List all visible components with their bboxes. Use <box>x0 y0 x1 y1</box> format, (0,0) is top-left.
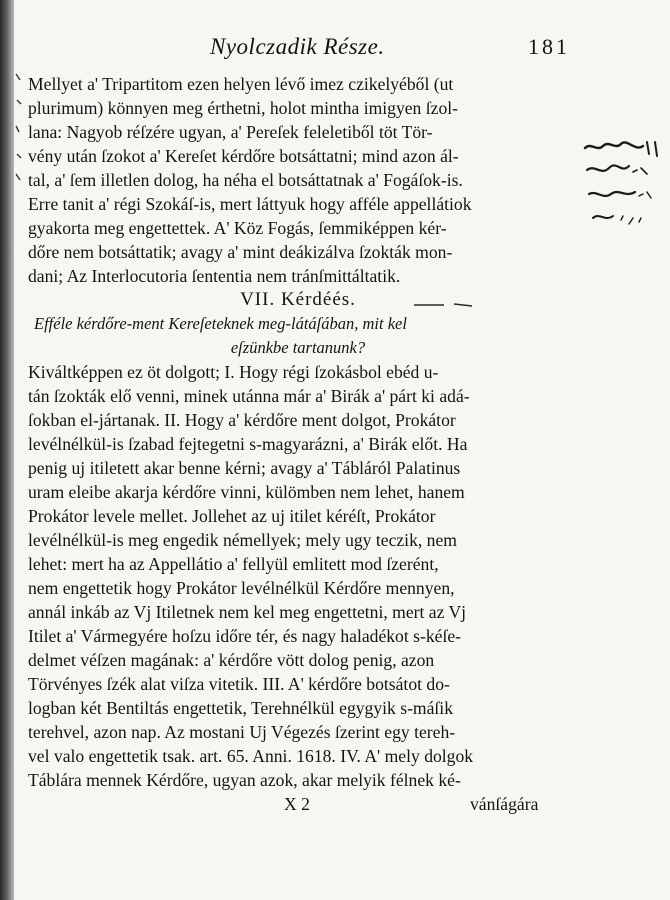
text-line: Itilet a' Vármegyére hoſzu időre tér, és nagy haladékot s-kéſe- <box>28 626 462 646</box>
text-line: ſokban el-jártanak. II. Hogy a' kérdőre ment dolgot, Prokátor <box>28 410 456 430</box>
text-line: gyakorta meg engettettek. A' Köz Fogás, ſemmiképpen kér- <box>28 218 447 238</box>
running-head <box>0 28 670 68</box>
text-line: annál inkáb az Vj Itiletnek nem kel meg engettetni, mert az Vj <box>28 602 467 622</box>
text-line: Törvényes ſzék alat viſza vitetik. III. A' kérdőre botsátot do- <box>28 674 450 694</box>
text-line: Táblára mennek Kérdőre, ugyan azok, akar melyik félnek ké- <box>28 770 461 790</box>
text-line: plurimum) könnyen meg érthetni, holot mintha imigyen ſzol- <box>28 98 458 118</box>
text-line: uram eleibe akarja kérdőre vinni, külömben nem lehet, hanem <box>28 482 465 502</box>
text-line: vény után ſzokot a' Kereſet kérdőre botsáttatni; mind azon ál- <box>28 146 459 166</box>
section-heading: VII. Kérdéés. <box>240 289 356 310</box>
text-line: tán ſzokták elő venni, minek utánna már a' Birák a' párt ki adá- <box>28 386 470 406</box>
text-line: Mellyet a' Tripartitom ezen helyen lévő imez czikelyéből (ut <box>28 74 454 94</box>
page-text <box>28 72 568 816</box>
ink-marks-graphic <box>14 70 24 190</box>
binding-ink-marks <box>14 70 24 190</box>
text-line: dani; Az Interlocutoria ſententia nem tránſmittáltatik. <box>28 266 401 286</box>
text-line: Kiváltképpen ez öt dolgott; I. Hogy régi ſzokásbol ebéd u- <box>28 362 439 382</box>
text-line: Prokátor levele mellet. Jollehet az uj itilet kéréſt, Prokátor <box>28 506 436 526</box>
text-line: lana: Nagyob réſzére ugyan, a' Pereſek feleletiből töt Tör- <box>28 122 433 142</box>
text-line: Erre tanit a' régi Szokáſ-is, mert láttyuk hogy afféle appellátiok <box>28 194 472 214</box>
text-line: delmet véſzen magának: a' kérdőre vött dolog penig, azon <box>28 650 435 670</box>
section-question: Efféle kérdőre-ment Kereſeteknek meg-látáſában, mit kel <box>34 314 407 333</box>
text-line: tal, a' ſem illetlen dolog, ha néha el botsáttatnak a' Fogáſok-is. <box>28 170 463 190</box>
text-line: levélnélkül-is ſzabad fejtegetni s-magyarázni, a' Birák előt. Ha <box>28 434 468 454</box>
book-binding-edge <box>0 0 14 900</box>
text-line: vel valo engettetik tsak. art. 65. Anni. 1618. IV. A' mely dolgok <box>28 746 474 766</box>
text-line: dőre nem botsáttatik; avagy a' mint deákizálva ſzokták mon- <box>28 242 453 262</box>
margin-dash-strokes <box>410 296 530 314</box>
text-line: lehet: mert ha az Appellátio a' fellyül emlitett mod ſzerént, <box>28 554 439 574</box>
text-line: terehvel, azon nap. Az mostani Uj Végezés ſzerint egy tereh- <box>28 722 456 742</box>
catchword: vánſágára <box>470 794 539 814</box>
text-line: levélnélkül-is meg engedik némellyek; mely ugy teczik, nem <box>28 530 457 550</box>
page-number: 181 <box>528 34 570 59</box>
handwritten-margin-notes <box>577 120 667 240</box>
text-line: logban két Bentiltás engettetik, Terehnélkül egygyik s-máſik <box>28 698 453 718</box>
text-line: nem engettetik hogy Prokátor levélnélkül Kérdőre mennyen, <box>28 578 455 598</box>
section-question-continued: eſzünkbe tartanunk? <box>230 338 366 357</box>
running-head-title: Nyolczadik Része. <box>210 34 385 59</box>
page-footer <box>28 792 568 816</box>
text-line: penig uj itiletett akar benne kérni; avagy a' Tábláról Palatinus <box>28 458 461 478</box>
signature-mark: X 2 <box>284 794 310 814</box>
